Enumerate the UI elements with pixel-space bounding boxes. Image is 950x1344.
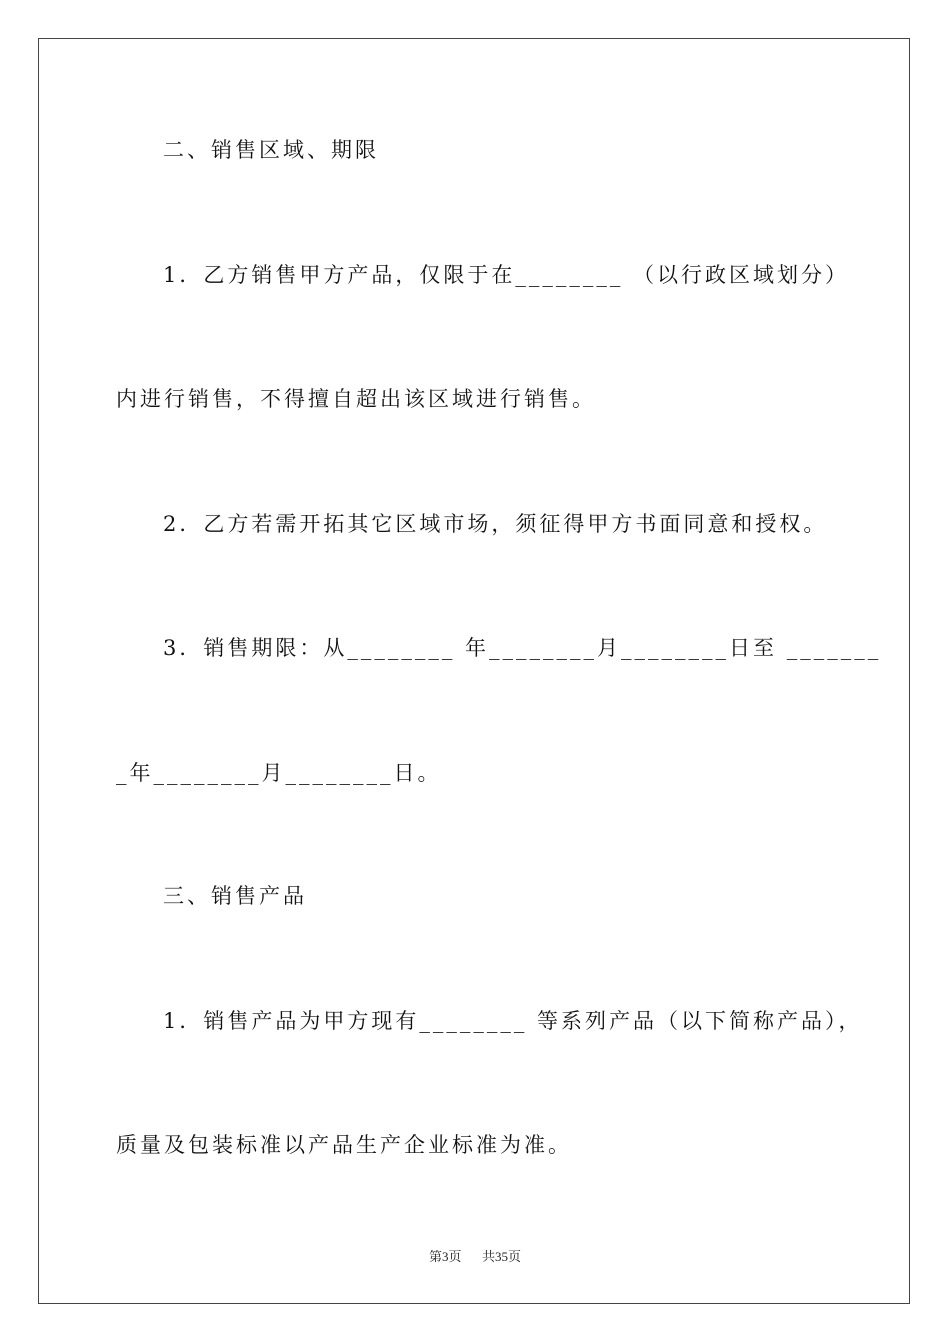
section-heading-sales-region: 二、销售区域、期限 [163, 138, 379, 162]
clause-region-restriction: 1．乙方销售甲方产品，仅限于在________ （以行政区域划分） [163, 263, 850, 287]
clause-products-cont: 质量及包装标准以产品生产企业标准为准。 [116, 1133, 572, 1157]
clause-sales-period-cont: _年________月________日。 [116, 761, 442, 785]
clause-sales-period: 3．销售期限：从________ 年________月________日至 _______ [163, 636, 882, 660]
clause-region-restriction-cont: 内进行销售，不得擅自超出该区域进行销售。 [116, 387, 596, 411]
page-total: 共35页 [482, 1249, 522, 1264]
page-border [38, 38, 910, 1304]
section-heading-sales-products: 三、销售产品 [163, 884, 307, 908]
clause-products: 1．销售产品为甲方现有________ 等系列产品（以下简称产品）， [163, 1009, 863, 1033]
clause-market-expansion: 2．乙方若需开拓其它区域市场，须征得甲方书面同意和授权。 [163, 512, 828, 536]
page-footer [0, 1246, 950, 1265]
page-number: 第3页 [428, 1249, 462, 1264]
